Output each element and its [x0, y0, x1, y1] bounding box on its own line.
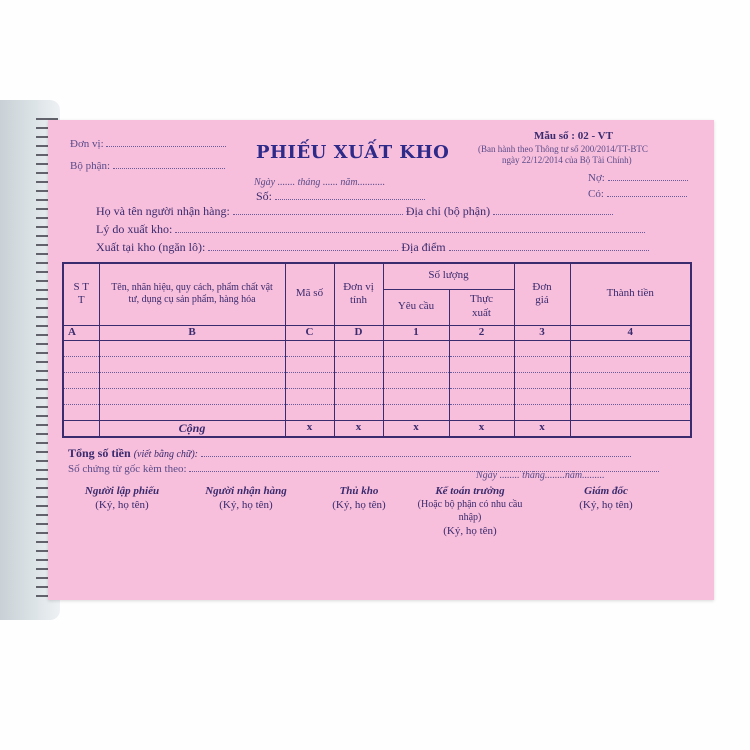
header-so-luong: Số lượng — [383, 263, 514, 289]
column-letter: 4 — [570, 325, 691, 340]
ly-do-line — [96, 222, 645, 237]
mau-so: Mẫu số : 02 - VT — [534, 130, 613, 142]
tong-so-tien-line — [68, 446, 631, 461]
header-don-gia: Đơn giá — [514, 263, 570, 325]
table-row — [63, 372, 691, 388]
header-don-vi-tinh: Đơn vị tính — [334, 263, 383, 325]
column-letter: C — [285, 325, 334, 340]
column-letter: 1 — [383, 325, 449, 340]
signature-role: Giám đốc — [584, 485, 628, 497]
ly-do-label: Lý do xuất kho: — [96, 222, 173, 236]
signature-nguoi-nhan-hang — [186, 484, 306, 513]
column-letter: 3 — [514, 325, 570, 340]
table-row — [63, 404, 691, 420]
so-label: Số: — [256, 189, 273, 203]
signature-ke-toan-truong — [408, 484, 532, 539]
signature-thu-kho — [314, 484, 404, 513]
co-line — [588, 188, 687, 200]
header-thanh-tien: Thành tiền — [570, 263, 691, 325]
header-ten: Tên, nhãn hiệu, quy cách, phẩm chất vật tư, dụng cụ sản phẩm, hàng hóa — [99, 263, 285, 325]
issue-date-line: Ngày ....... tháng ...... năm........... — [254, 177, 386, 188]
ban-hanh-line-2: ngày 22/12/2014 của Bộ Tài Chính) — [502, 155, 632, 165]
footer-date-line: Ngày ........ tháng........năm......... — [476, 470, 605, 481]
total-mark: x — [383, 420, 449, 437]
ban-hanh-line-1: (Ban hành theo Thông tư số 200/2014/TT-BTC — [478, 144, 648, 154]
signature-note: (Ký, họ tên) — [95, 499, 149, 512]
don-vi-label: Đơn vị: — [70, 138, 104, 150]
header-stt: S T T — [63, 263, 99, 325]
don-vi-line — [70, 138, 226, 150]
bo-phan-label: Bộ phận: — [70, 160, 111, 172]
goods-table — [62, 262, 692, 438]
signature-note: (Ký, họ tên) — [443, 525, 497, 538]
chung-tu-label: Số chứng từ gốc kèm theo: — [68, 463, 187, 475]
signature-nguoi-lap-phieu — [66, 484, 178, 513]
signature-role: Thủ kho — [339, 485, 379, 497]
so-line — [256, 189, 425, 204]
signature-note: (Ký, họ tên) — [219, 499, 273, 512]
xuat-tai-kho-line — [96, 240, 649, 255]
column-letter: A — [63, 325, 99, 340]
dia-diem-label: Địa điểm — [401, 240, 446, 254]
form-title: PHIẾU XUẤT KHO — [256, 142, 450, 163]
header-yeu-cau: Yêu cầu — [383, 289, 449, 325]
bo-phan-line — [70, 160, 225, 172]
nguoi-nhan-line — [96, 204, 613, 219]
column-letter-row — [63, 325, 691, 340]
signature-role: Kế toán trưởng — [435, 485, 505, 497]
co-label: Có: — [588, 188, 604, 200]
signature-note: (Ký, họ tên) — [332, 499, 386, 512]
signature-giam-doc — [554, 484, 658, 513]
viet-bang-chu-label: (viết bằng chữ): — [133, 449, 199, 460]
signature-note: (Ký, họ tên) — [579, 499, 633, 512]
total-mark: x — [285, 420, 334, 437]
dia-chi-label: Địa chỉ (bộ phận) — [405, 204, 491, 218]
table-row — [63, 340, 691, 356]
no-label: Nợ: — [588, 172, 605, 184]
signature-role: Người nhận hàng — [205, 485, 287, 497]
no-line — [588, 172, 688, 184]
signature-role: Người lập phiếu — [84, 485, 160, 497]
form-sheet — [48, 120, 714, 600]
nguoi-nhan-label: Họ và tên người nhận hàng: — [96, 204, 230, 218]
signature-note: (Hoặc bộ phận có nhu cầu nhập) — [417, 499, 523, 524]
table-row — [63, 356, 691, 372]
column-letter: B — [99, 325, 285, 340]
total-mark: x — [334, 420, 383, 437]
tong-so-tien-label: Tổng số tiền — [68, 446, 131, 460]
total-row — [63, 420, 691, 437]
table-row — [63, 388, 691, 404]
xuat-tai-kho-label: Xuất tại kho (ngăn lô): — [96, 240, 206, 254]
column-letter: 2 — [449, 325, 514, 340]
header-thuc-xuat: Thực xuất — [449, 289, 514, 325]
total-mark: x — [514, 420, 570, 437]
column-letter: D — [334, 325, 383, 340]
total-label: Cộng — [99, 420, 285, 437]
header-ma-so: Mã số — [285, 263, 334, 325]
total-mark: x — [449, 420, 514, 437]
